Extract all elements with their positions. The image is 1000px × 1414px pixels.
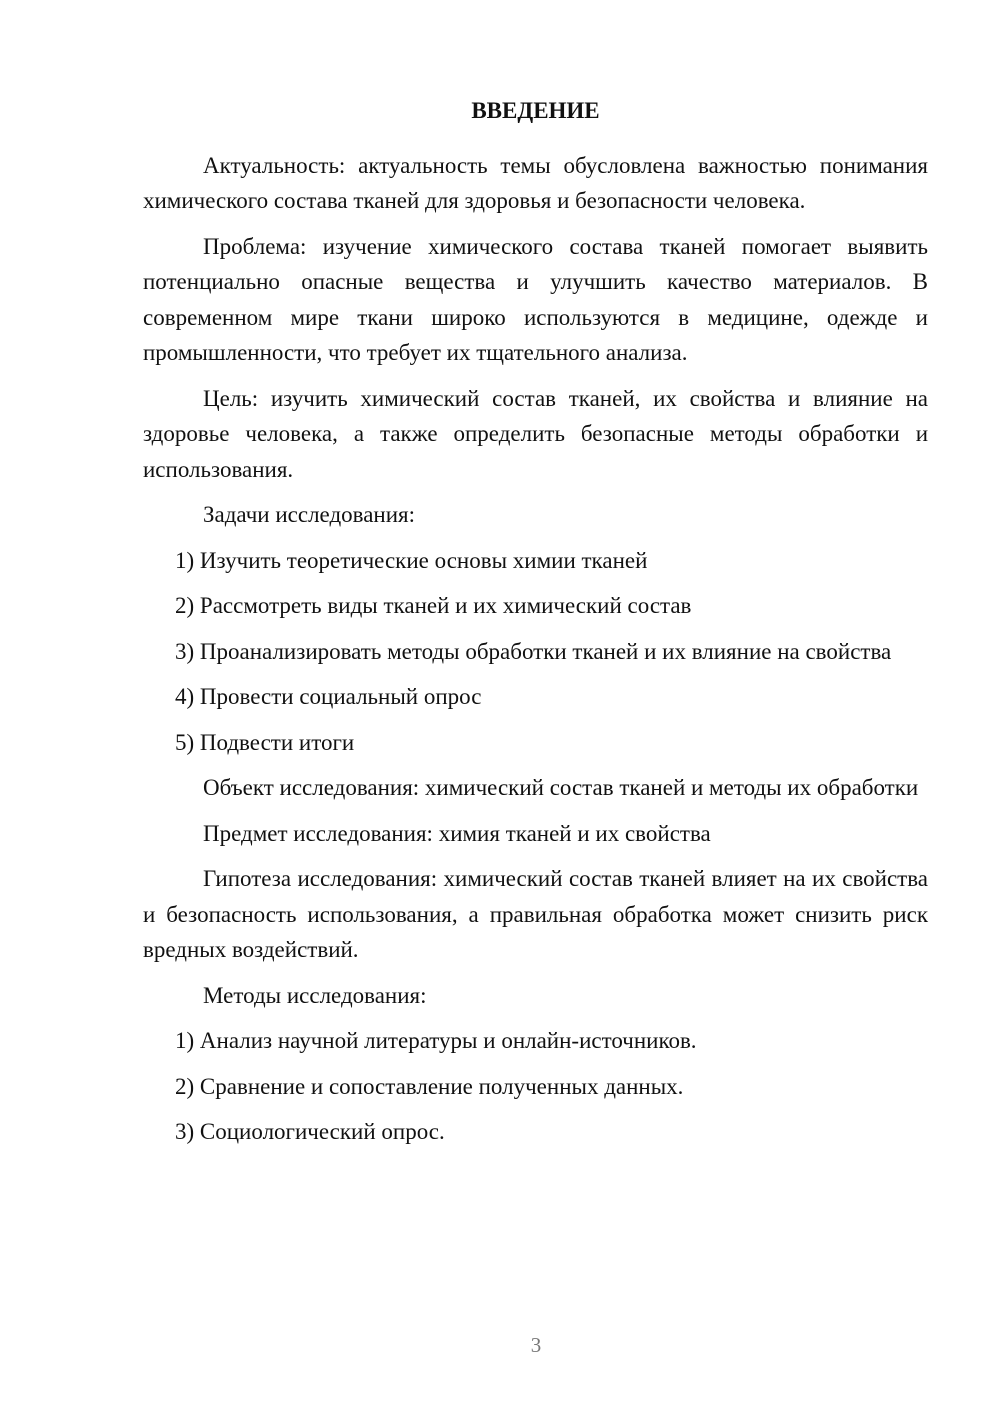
- methods-heading: Методы исследования:: [203, 982, 427, 1008]
- document-body: [143, 93, 928, 1160]
- method-item: 2) Сравнение и сопоставление полученных данных.: [175, 1073, 684, 1099]
- task-item: 3) Проанализировать методы обработки тканей и их влияние на свойства: [175, 638, 892, 664]
- method-item: 1) Анализ научной литературы и онлайн-источников.: [175, 1028, 697, 1053]
- problem-paragraph: Проблема: изучение химического состава тканей помогает выявить потенциально опасные вещества и улучшить качество материалов. В современном мире ткани широко используются в медицине, одежде и промышленности, что требует их тщательного анализа.: [143, 233, 928, 365]
- subject-paragraph: Предмет исследования: химия тканей и их свойства: [203, 820, 711, 846]
- task-item: 5) Подвести итоги: [175, 729, 355, 755]
- goal-paragraph: Цель: изучить химический состав тканей, их свойства и влияние на здоровье человека, а также определить безопасные методы обработки и использования.: [143, 385, 928, 482]
- relevance-paragraph: Актуальность: актуальность темы обусловлена важностью понимания химического состава тканей для здоровья и безопасности человека.: [143, 152, 928, 213]
- page-number: 3: [530, 1333, 542, 1357]
- method-item: 3) Социологический опрос.: [175, 1119, 445, 1144]
- hypothesis-paragraph: Гипотеза исследования: химический состав тканей влияет на их свойства и безопасность использования, а правильная обработка может снизить риск вредных воздействий.: [143, 866, 928, 962]
- section-title: ВВЕДЕНИЕ: [471, 98, 600, 123]
- tasks-heading: Задачи исследования:: [203, 502, 416, 527]
- task-item: 1) Изучить теоретические основы химии тканей: [175, 547, 648, 573]
- task-item: 2) Рассмотреть виды тканей и их химический состав: [175, 593, 692, 618]
- object-paragraph: Объект исследования: химический состав тканей и методы их обработки: [203, 775, 919, 800]
- task-item: 4) Провести социальный опрос: [175, 684, 482, 709]
